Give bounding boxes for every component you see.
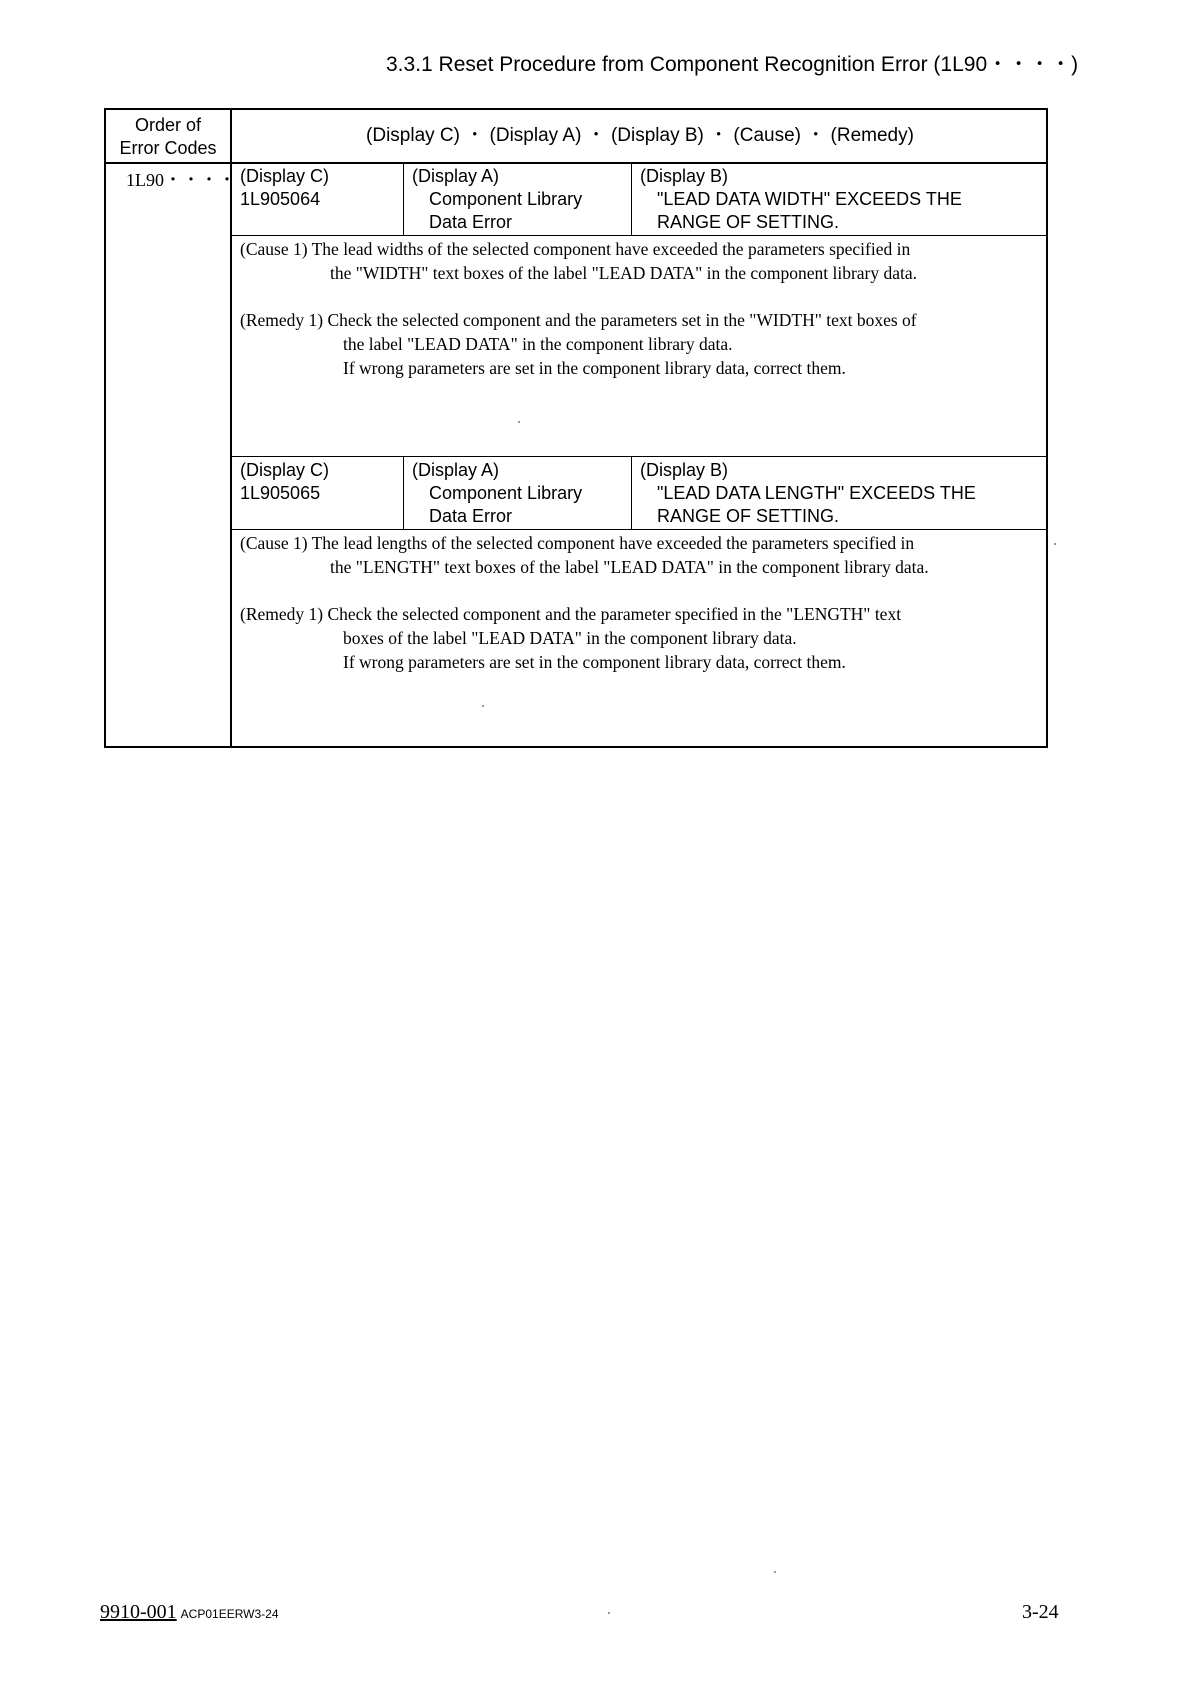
remedy-line: (Remedy 1) Check the selected component and the parameters set in the "WIDTH" text boxes of <box>240 310 917 330</box>
display-b-text: RANGE OF SETTING. <box>657 212 840 232</box>
display-b-text: "LEAD DATA WIDTH" EXCEEDS THE <box>657 189 962 209</box>
remedy-line: If wrong parameters are set in the component library data, correct them. <box>343 652 846 672</box>
section-title: 3.3.1 Reset Procedure from Component Recognition Error (1L90・・・・) <box>386 53 1079 76</box>
display-c-cell <box>240 165 329 211</box>
display-c-code: 1L905064 <box>240 189 321 209</box>
remedy-paragraph <box>240 308 917 380</box>
order-of-error-codes-header <box>106 110 230 162</box>
header-line: Order of <box>134 115 202 135</box>
display-b-label: (Display B) <box>640 460 729 480</box>
row-divider <box>232 529 1046 530</box>
display-b-cell <box>640 165 962 234</box>
column-divider <box>230 110 232 746</box>
remedy-line: If wrong parameters are set in the component library data, correct them. <box>343 358 846 378</box>
display-b-text: "LEAD DATA LENGTH" EXCEEDS THE <box>657 483 976 503</box>
cause-line: (Cause 1) The lead lengths of the selected component have exceeded the parameters specified in <box>240 533 915 553</box>
remedy-paragraph <box>240 602 901 674</box>
cause-line: the "LENGTH" text boxes of the label "LEAD DATA" in the component library data. <box>330 557 929 577</box>
display-c-label: (Display C) <box>240 166 330 186</box>
display-a-text: Component Library <box>429 189 583 209</box>
cause-paragraph <box>240 237 917 285</box>
display-b-label: (Display B) <box>640 166 729 186</box>
cause-paragraph <box>240 531 929 579</box>
footer-doc-code: ACP01EERW3-24 <box>180 1607 279 1621</box>
display-a-label: (Display A) <box>412 460 500 480</box>
remedy-line: boxes of the label "LEAD DATA" in the component library data. <box>343 628 797 648</box>
display-a-text: Data Error <box>429 212 513 232</box>
display-a-cell <box>412 165 582 234</box>
scan-speck <box>482 705 484 707</box>
display-c-code: 1L905065 <box>240 483 321 503</box>
display-a-cell <box>412 459 582 528</box>
cell-divider <box>403 457 404 529</box>
display-c-cell <box>240 459 329 505</box>
row-divider <box>232 235 1046 236</box>
remedy-line: (Remedy 1) Check the selected component and the parameter specified in the "LENGTH" text <box>240 604 902 624</box>
display-a-label: (Display A) <box>412 166 500 186</box>
scan-speck <box>774 1571 776 1573</box>
display-sequence-header: (Display C) ・ (Display A) ・ (Display B) ・ (Cause) ・ (Remedy) <box>366 125 914 146</box>
cell-divider <box>403 163 404 235</box>
cell-divider <box>631 163 632 235</box>
display-a-text: Data Error <box>429 506 513 526</box>
remedy-line: the label "LEAD DATA" in the component library data. <box>343 334 733 354</box>
display-c-label: (Display C) <box>240 460 330 480</box>
cell-divider <box>631 457 632 529</box>
error-code-table <box>104 108 1048 748</box>
header-divider <box>106 162 1046 164</box>
scan-speck <box>518 421 520 423</box>
header-line: Error Codes <box>119 138 217 158</box>
display-b-text: RANGE OF SETTING. <box>657 506 840 526</box>
row-divider <box>232 456 1046 457</box>
scan-speck <box>1054 543 1056 545</box>
display-a-text: Component Library <box>429 483 583 503</box>
scan-speck <box>608 1612 610 1614</box>
footer-doc-number: 9910-001 <box>100 1601 177 1623</box>
cause-line: the "WIDTH" text boxes of the label "LEAD DATA" in the component library data. <box>330 263 918 283</box>
page-number: 3-24 <box>1022 1601 1059 1623</box>
cause-line: (Cause 1) The lead widths of the selected component have exceeded the parameters specified in <box>240 239 911 259</box>
order-code: 1L90・・・・ <box>126 170 236 190</box>
footer-document-id <box>100 1601 279 1624</box>
display-b-cell <box>640 459 976 528</box>
